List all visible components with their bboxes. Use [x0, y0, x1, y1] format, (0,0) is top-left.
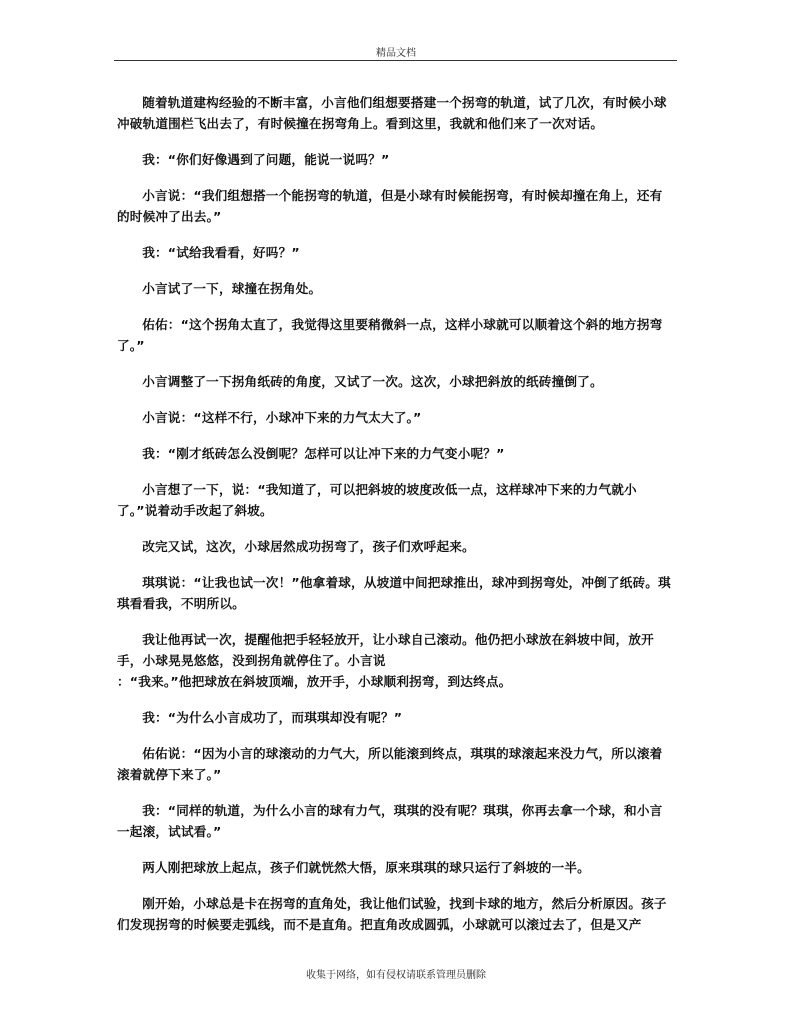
paragraph: 改完又试，这次，小球居然成功拐弯了，孩子们欢呼起来。	[142, 539, 475, 554]
page-footer: 收集于网络，如有侵权请联系管理员删除	[306, 970, 486, 981]
paragraph-split-first: 我让他再试一次，提醒他把手轻轻放开，让小球自己滚动。他仍把小球放在斜坡中间，放开手，小球晃晃悠悠，没到拐角就停住了。小言说	[117, 632, 654, 668]
paragraph: 我：“为什么小言成功了，而琪琪却没有呢？”	[142, 710, 403, 725]
page-header: 精品文档	[376, 48, 416, 59]
paragraph: 佑佑：“这个拐角太直了，我觉得这里要稍微斜一点，这样小球就可以顺着这个斜的地方拐弯了。”	[117, 317, 663, 353]
paragraph: 刚开始，小球总是卡在拐弯的直角处，我让他们试验，找到卡球的地方，然后分析原因。孩子们发现拐弯的时候要走弧线，而不是直角。把直角改成圆弧，小球就可以滚过去了，但是又产	[117, 896, 667, 932]
paragraph: 佑佑说：“因为小言的球滚动的力气大，所以能滚到终点，琪琪的球滚起来没力气，所以滚着滚着就停下来了。”	[117, 746, 663, 782]
paragraph-split	[117, 629, 675, 692]
document-body	[117, 92, 675, 950]
paragraph: 随着轨道建构经验的不断丰富，小言他们组想要搭建一个拐弯的轨道，试了几次，有时候小球冲破轨道围栏飞出去了，有时候撞在拐弯角上。看到这里，我就和他们来了一次对话。	[117, 95, 667, 131]
paragraph: 小言调整了一下拐角纸砖的角度，又试了一次。这次，小球把斜放的纸砖撞倒了。	[142, 374, 603, 389]
paragraph: 小言说：“这样不行，小球冲下来的力气太大了。”	[142, 410, 422, 425]
paragraph: 我：“刚才纸砖怎么没倒呢？怎样可以让冲下来的力气变小呢？”	[142, 446, 505, 461]
header-divider	[114, 60, 677, 61]
paragraph-split-second: ：“我来。”他把球放在斜坡顶端，放开手，小球顺利拐弯，到达终点。	[117, 674, 512, 689]
paragraph: 琪琪说：“让我也试一次！”他拿着球，从坡道中间把球推出，球冲到拐弯处，冲倒了纸砖。琪琪看看我，不明所以。	[117, 575, 671, 611]
paragraph: 我：“试给我看看，好吗？”	[142, 245, 300, 260]
paragraph: 我：“同样的轨道，为什么小言的球有力气，琪琪的没有呢？琪琪，你再去拿一个球，和小言一起滚，试试看。”	[117, 803, 663, 839]
paragraph: 小言想了一下，说：“我知道了，可以把斜坡的坡度改低一点，这样球冲下来的力气就小了。”说着动手改起了斜坡。	[117, 482, 637, 518]
paragraph: 两人刚把球放上起点，孩子们就恍然大悟，原来琪琪的球只运行了斜坡的一半。	[142, 860, 590, 875]
paragraph: 我：“你们好像遇到了问题，能说一说吗？”	[142, 152, 390, 167]
paragraph: 小言试了一下，球撞在拐角处。	[142, 281, 322, 296]
paragraph: 小言说：“我们组想搭一个能拐弯的轨道，但是小球有时候能拐弯，有时候却撞在角上，还有的时候冲了出去。”	[117, 188, 663, 224]
